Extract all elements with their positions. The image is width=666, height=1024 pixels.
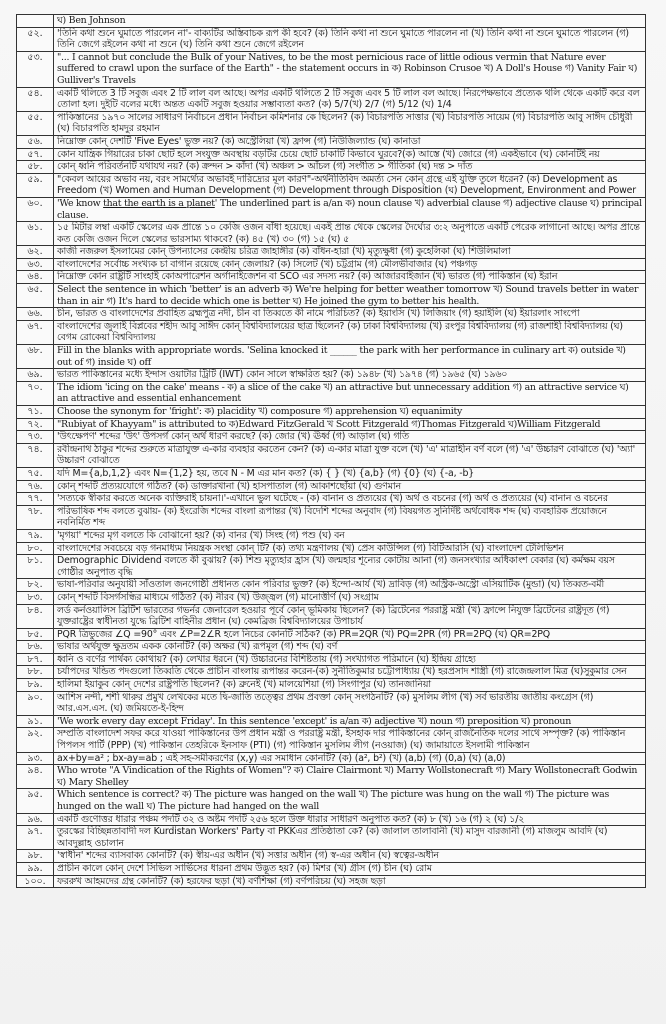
question-row	[17, 197, 646, 221]
question-number: ৮৩.	[17, 591, 54, 604]
question-row	[17, 789, 646, 813]
question-number: ৬৮.	[17, 345, 54, 369]
question-text: 'তিনি কথা শুনে ঘুমাতে পারলেন না'- বাক্যটির অস্তিবাচক রূপ কী হবে? (ক) তিনি কথা না শুনে ঘুমাতে পারলেন না (খ) তিনি কথা না শুনে ঘুমাতে পারলেন (গ) তিনি জেগে রইলেন কথা না শুনে (ঘ) তিনি কথা শুনে জেগে রইলেন	[54, 27, 646, 51]
question-row	[17, 752, 646, 765]
question-number: ৬৪.	[17, 271, 54, 284]
question-number: ৬৬.	[17, 308, 54, 321]
question-number: ৭০.	[17, 381, 54, 405]
question-row	[17, 653, 646, 666]
question-number: ৯৯.	[17, 862, 54, 875]
question-number: ৬৭.	[17, 320, 54, 344]
question-number: ৭৩.	[17, 431, 54, 444]
question-row	[17, 320, 646, 344]
question-row	[17, 148, 646, 161]
question-row	[17, 715, 646, 728]
question-row	[17, 135, 646, 148]
question-row	[17, 161, 646, 174]
question-text: ১৫ মিটার লম্বা একটি স্কেলের এক প্রান্তে ১০ কেজি ওজন বাঁধা হয়েছে। একই প্রান্ত থেকে স্কেলের দৈর্ঘ্যের ৩:২ অনুপাতে একটি পেরেক লাগানো আছে। অপর প্রান্তে কত কেজি ওজন দিলে স্কেলের ভারসাম্য থাকবে? (ক) ৪৫ (খ) ৩০ (গ) ১৫ (ঘ) ৫	[54, 222, 646, 246]
question-row	[17, 641, 646, 654]
question-row	[17, 850, 646, 863]
question-row	[17, 51, 646, 87]
question-number: ৫৬.	[17, 135, 54, 148]
question-row	[17, 284, 646, 308]
question-number: ৫৯.	[17, 173, 54, 197]
question-table	[16, 14, 646, 888]
question-text: চীন, ভারত ও বাংলাদেশের প্রবাহিত ব্রহ্মপুত্র নদী, চীন বা তিব্বতে কী নামে পরিচিত? (ক) ইয়াংসি (খ) লিজিয়াং (গ) হয়াইলি (ঘ) ইয়ারলাং সাংপো	[54, 308, 646, 321]
question-row	[17, 765, 646, 789]
question-number: ৮১.	[17, 555, 54, 579]
question-number: ৭৪.	[17, 443, 54, 467]
question-number: ৮০.	[17, 542, 54, 555]
question-text: 'স্বাধীন' শব্দের ব্যাসবাক্য কোনটি? (ক) স্বীয়-এর অধীন (খ) সত্তার অধীন (গ) স্ব-এর অধীন (ঘ) স্বত্বের-অধীন	[54, 850, 646, 863]
question-number: ৬০.	[17, 197, 54, 221]
question-row	[17, 111, 646, 135]
question-row	[17, 555, 646, 579]
question-number: ৯৬.	[17, 813, 54, 826]
question-number: ৮৮.	[17, 666, 54, 679]
question-row	[17, 258, 646, 271]
question-row	[17, 467, 646, 480]
question-row	[17, 728, 646, 752]
question-number: ৯৭.	[17, 826, 54, 850]
question-number: ৯১.	[17, 715, 54, 728]
question-row	[17, 505, 646, 529]
question-number: ৬৯.	[17, 369, 54, 382]
question-row	[17, 604, 646, 628]
question-number: ৮৫.	[17, 628, 54, 641]
question-number: ৮২.	[17, 579, 54, 592]
question-row	[17, 591, 646, 604]
question-row	[17, 813, 646, 826]
question-row	[17, 493, 646, 506]
question-number: ৭১.	[17, 406, 54, 419]
question-number: ৯৫.	[17, 789, 54, 813]
question-text: একটি থলিতে 3 টি সবুজ এবং 2 টি লাল বল আছে। অপর একটি থলিতে 2 টি সবুজ এবং 5 টি লাল বল আছে। নিরপেক্ষভাবে প্রত্যেক থলি থেকে একটি করে বল তোলা হল। দুইটি বলের মধ্যে অন্তত একটি সবুজ হওয়ার সম্ভাব্যতা কত? (ক) 5/7(খ) 2/7 (গ) 5/12 (ঘ) 1/4	[54, 87, 646, 111]
question-number: ৯৪.	[17, 765, 54, 789]
question-row	[17, 15, 646, 28]
question-text: ভারত পাকিস্তানের মধ্যে ইন্দাস ওয়াটার ট্রিটি (IWT) কোন সালে স্বাক্ষরিত হয়? (ক) ১৯৪৮ (খ) ১৯৭৪ (গ) ১৯৬৫ (ঘ) ১৯৬০	[54, 369, 646, 382]
question-number: ৬৫.	[17, 284, 54, 308]
question-text: 'উৎক্ষেপণ' শব্দের 'উৎ' উপসর্গ কোন্ অর্থ ধারণ করছে? (ক) জোর (খ) ঊর্ধ্ব (গ) আড়াল (ঘ) গতি	[54, 431, 646, 444]
question-number: ৫৪.	[17, 87, 54, 111]
question-text: Select the sentence in which 'better' is an adverb ক) We're helping for better weather tomorrow খ) Sound travels better in water than in air গ) It's hard to decide which one is better ঘ) He joined the gym to better his health.	[54, 284, 646, 308]
question-text: "Rubiyat of Khayyam" is attributed to ক)Edward FitzGerald খ Scott Fitzgerald গ)Thomas Fitzgerald ঘ)William Fitzgerald	[54, 418, 646, 431]
question-text: 'সত্যকে স্বীকার করতে অনেক ব্যক্তিরাই চায়না।'-এখানে ভুল ঘটেছে - (ক) বানান ও প্রত্যয়ের (খ) অর্থ ও বচনের (গ) অর্থ ও প্রত্যয়ের (ঘ) বানান ও বচনের	[54, 493, 646, 506]
question-number: ৬৩.	[17, 258, 54, 271]
question-row	[17, 826, 646, 850]
question-number: ৫২.	[17, 27, 54, 51]
question-text: নিম্নোক্ত কোন্ দেশটি 'Five Eyes' ভুক্ত নয়? (ক) অস্ট্রেলিয়া (খ) ফ্রান্স (গ) নিউজিল্যান্ড (ঘ) কানাডা	[54, 135, 646, 148]
question-text: ঘ) Ben Johnson	[54, 15, 646, 28]
question-text: Who wrote "A Vindication of the Rights of Women"? ক) Claire Clairmont খ) Marry Wollstonecraft গ) Mary Wollstonecraft Godwin ঘ) Mary Shelley	[54, 765, 646, 789]
question-text: ভাষা-পরিবার অনুযায়ী সাঁওতাল জনগোষ্ঠী প্রধানত কোন পরিবার ভুক্ত? (ক) ইন্দো-আর্য (খ) দ্রাবিড় (গ) অস্ট্রিক-অস্ট্রো এসিয়াটিক (মুন্ডা) (ঘ) তিব্বত-বর্মী	[54, 579, 646, 592]
question-number: ৮৬.	[17, 641, 54, 654]
question-row	[17, 345, 646, 369]
question-text: কোন্ শব্দটি প্রত্যয়যোগে গঠিত? (ক) ডাক্তারখানা (খ) হাসপাতাল (গ) আকাশছোঁয়া (ঘ) গুণমান	[54, 480, 646, 493]
question-text	[54, 197, 646, 221]
question-number: ৭৬.	[17, 480, 54, 493]
question-number: ১০০.	[17, 875, 54, 888]
question-number: ৭৫.	[17, 467, 54, 480]
question-row	[17, 628, 646, 641]
question-number: ৭৯.	[17, 529, 54, 542]
question-text: লর্ড কর্নওয়ালিস ব্রিটিশ ভারতের গভর্নর জেনারেল হওয়ার পূর্বে কোন্ ভূমিকায় ছিলেন? (ক) ব্রিটেনের পররাষ্ট্র মন্ত্রী (খ) ফ্রান্সে নিযুক্ত ব্রিটেনের রাষ্ট্রদূত (গ) যুক্তরাষ্ট্রের স্বাধীনতা যুদ্ধে ব্রিটিশ বাহিনীর প্রধান (ঘ) কেমব্রিজ বিশ্ববিদ্যালয়ের উপাচার্য	[54, 604, 646, 628]
question-number: ৫৭.	[17, 148, 54, 161]
question-text: কাজী নজরুল ইসলামের কোন্ উপন্যাসের কেন্দ্রীয় চরিত্র জাহাঙ্গীর (ক) বাঁধন-হারা (খ) মৃত্যুক্ষুধা (গ) কুহেলিকা (ঘ) শিউলিমালা	[54, 246, 646, 259]
question-row	[17, 679, 646, 692]
question-text: Fill in the blanks with appropriate words. 'Selina knocked it ______ the park with her performance in culinary art ক) outside খ) out of গ) inside ঘ) off	[54, 345, 646, 369]
underlined-phrase: that the earth is a planet	[103, 197, 215, 209]
question-number: ৬২.	[17, 246, 54, 259]
question-text: 'We work every day except Friday'. In this sentence 'except' is a/an ক) adjective খ) noun গ) preposition ঘ) pronoun	[54, 715, 646, 728]
question-text: পাকিস্তানের ১৯৭০ সালের সাধারণ নির্বাচনে প্রধান নির্বাচন কমিশনার কে ছিলেন? (ক) বিচারপতি সাত্তার (খ) বিচারপতি সায়েম (গ) বিচারপতি আবু সাঈদ চৌধুরী (ঘ) বিচারপতি হামদুর রহমান	[54, 111, 646, 135]
question-number: ৫৮.	[17, 161, 54, 174]
question-number: ৯৩.	[17, 752, 54, 765]
question-text: ax+by=a² ; bx-ay=ab ; এই সহ-সমীকরণের (x,y) এর সমাধান কোনটি? (ক) (a², b²) (খ) (a,b) (গ) (0,a) (ঘ) (a,0)	[54, 752, 646, 765]
question-text: বাংলাদেশের জুলাই বিপ্লবের শহীদ আবু সাঈদ কোন্ বিশ্ববিদ্যালয়ের ছাত্র ছিলেন? (ক) ঢাকা বিশ্ববিদ্যালয় (খ) রংপুর বিশ্ববিদ্যালয় (গ) রাজশাহী বিশ্ববিদ্যালয় (ঘ) বেগম রোকেয়া বিশ্ববিদ্যালয়	[54, 320, 646, 344]
question-text: Choose the synonym for 'fright': ক) placidity খ) composure গ) apprehension ঘ) equanimity	[54, 406, 646, 419]
question-text: বাংলাদেশের সবচেয়ে বড় গনমাধ্যম নিয়ন্ত্রক সংস্থা কোন্ টি? (ক) তথ্য মন্ত্রণালয় (খ) প্রেস কাউন্সিল (গ) বিটিআরসি (ঘ) বাংলাদেশ টেলিভিশন	[54, 542, 646, 555]
question-text: কোন্ ধ্বনি পরিবর্তনটি যথাযথ নয়? (ক) ক্রন্দন > কাঁদা (খ) অঞ্চল > আঁচল (গ) সংগীত > গীতিকা (ঘ) দন্ত > দাঁত	[54, 161, 646, 174]
question-text: নিম্নোক্ত কোন রাষ্ট্রটি সাংহাই কোঅপারেশন অর্গানাইজেশন বা SCO এর সদস্য নয়? (ক) আজারবাইজান (খ) ভারত (গ) পাকিস্তান (ঘ) ইরান	[54, 271, 646, 284]
question-row	[17, 406, 646, 419]
question-text: ধ্বনি ও বর্ণের পার্থক্য কোথায়? (ক) লেখার ধরনে (খ) উচ্চারনের বিশিষ্টতায় (গ) সংখ্যাগত পরিমানে (ঘ) ইন্দ্রিয় গ্রাহ্যে	[54, 653, 646, 666]
question-number: ৮৭.	[17, 653, 54, 666]
question-text: "... I cannot but conclude the Bulk of your Natives, to be the most pernicious race of little odious vermin that Nature ever suffered to crawl upon the surface of the Earth" - the statement occurs in ক) Robinson Crusoe খ) A Doll's House গ) Vanity Fair ঘ) Gulliver's Travels	[54, 51, 646, 87]
question-number: ৮৯.	[17, 679, 54, 692]
question-text: The idiom 'icing on the cake' means - ক) a slice of the cake খ) an attractive but unnecessary addition গ) an attractive service ঘ) an attractive and essential enhancement	[54, 381, 646, 405]
question-row	[17, 666, 646, 679]
question-text: রবীন্দ্রনাথ ঠাকুর শব্দের শুরুতে মাত্রাযুক্ত এ-কার ব্যবহার করতেন কেন? (ক) এ-কার মাত্রা যুক্ত বলে (খ) 'এ' মাত্রাহীন বর্ণ বলে (গ) 'এ' উচ্চারণ বোঝাতে (ঘ) 'অ্যা' উচ্চারণ বোঝাতে	[54, 443, 646, 467]
question-row	[17, 222, 646, 246]
question-text: হালিমা ইয়াকুব কোন্ দেশের রাষ্ট্রপতি ছিলেন? (ক) ব্রুনেই (খ) মালয়েশিয়া (গ) সিংগাপুর (ঘ) তানজানিয়া	[54, 679, 646, 692]
question-row	[17, 173, 646, 197]
question-row	[17, 431, 646, 444]
question-number: ৯০.	[17, 691, 54, 715]
question-text: কোন্ শব্দটি বিসর্গসন্ধির মাধ্যমে গঠিত? (ক) নীরব (খ) উজ্জ্বল (গ) মানোত্তীর্ণ (ঘ) সংগ্রাম	[54, 591, 646, 604]
question-text: Demographic Dividend বলতে কী বুঝায়? (ক) শিশু মৃত্যুহার হ্রাস (খ) জন্মহার শূন্যের কোটায় আনা (গ) জনসংখ্যার অধিকাংশ বেকার (ঘ) কর্মক্ষম বয়স গোষ্ঠীর অনুপাত বৃদ্ধি	[54, 555, 646, 579]
question-text: বাংলাদেশের সর্বোচ্চ সংখ্যক চা বাগান রয়েছে কোন্ জেলায়? (ক) সিলেট (খ) চট্টগ্রাম (গ) মৌলভীবাজার (ঘ) পঞ্চগড়	[54, 258, 646, 271]
question-row	[17, 542, 646, 555]
question-text: ফররুখ আহমদের গ্রন্থ কোনটি? (ক) হরফের ছড়া (খ) বর্ণশিক্ষা (গ) বর্ণপরিচয় (ঘ) সহজ ছড়া	[54, 875, 646, 888]
question-text-part: 'We know	[57, 197, 104, 209]
question-row	[17, 529, 646, 542]
question-row	[17, 271, 646, 284]
question-row	[17, 369, 646, 382]
question-row	[17, 579, 646, 592]
question-text: প্রাচীন কালে কোন্ দেশে সিভিল সার্ভিসের ধারনা প্রথম উদ্ভূত হয়? (ক) মিশর (খ) গ্রীস (গ) চীন (ঘ) রোম	[54, 862, 646, 875]
question-text-part: ' The underlined part is a/an ক) noun clause খ) adverbial clause গ) adjective clause ঘ) principal clause.	[57, 197, 642, 221]
question-row	[17, 381, 646, 405]
question-text: পরিভাষিক শব্দ বলতে বুঝায়- (ক) ইংরেজি শব্দের বাংলা রূপান্তর (খ) বিদেশি শব্দের অনুবাদ (গ) বিষয়গত সুনির্দিষ্ট অর্থবোধক শব্দ (ঘ) ব্যবহারিক প্রয়োজনে নবনির্মিত শব্দ	[54, 505, 646, 529]
question-row	[17, 443, 646, 467]
question-row	[17, 87, 646, 111]
question-text: একটি গুণোত্তর ধারার পঞ্চম পদটি ৩২ ও অষ্টম পদটি ২৫৬ হলে উক্ত ধারার সাধারণ অনুপাত কত? (ক) ৮ (খ) ১৬ (গ) ২ (ঘ) ১/২	[54, 813, 646, 826]
question-row	[17, 27, 646, 51]
question-row	[17, 480, 646, 493]
question-text: ভাষার অর্থযুক্ত ক্ষুদ্রতম একক কোনটি? (ক) অক্ষর (খ) রূপমূল (গ) শব্দ (ঘ) বর্ণ	[54, 641, 646, 654]
question-text: 'মৃগয়া' শব্দের মৃগ বলতে কি বোঝানো হয়? (ক) বানর (খ) সিংহ (গ) পশু (ঘ) বন	[54, 529, 646, 542]
question-row	[17, 246, 646, 259]
question-row	[17, 875, 646, 888]
question-number: ৭৭.	[17, 493, 54, 506]
question-number: ৯৮.	[17, 850, 54, 863]
question-text: কোন যান্ত্রিক গিয়ারের চাকা ছোট হলে সংযুক্ত অবস্থায় বড়টির চেয়ে ছোট চাকাটি কিভাবে ঘুরবে?(ক) আস্তে (খ) জোরে (গ) একইভাবে (ঘ) কোনটিই নয়	[54, 148, 646, 161]
question-text: তুরস্কের বিচ্ছিন্নতাবাদী দল Kurdistan Workers' Party বা PKKএর প্রতিষ্ঠাতা কে? (ক) জালাল তালাবানী (খ) মাসুদ বারজানী (গ) মাজলুম আবদি (ঘ) আবদুল্লাহ ওচালান	[54, 826, 646, 850]
question-number: ৮৪.	[17, 604, 54, 628]
question-number: ৭২.	[17, 418, 54, 431]
question-row	[17, 308, 646, 321]
question-text: PQR ত্রিভুজের ∠Q =90° এবং ∠P=2∠R হলে নিচের কোনটি সঠিক? (ক) PR=2QR (খ) PQ=2PR (গ) PR=2PQ (ঘ) QR=2PQ	[54, 628, 646, 641]
question-row	[17, 862, 646, 875]
question-text: Which sentence is correct? ক) The picture was hanged on the wall খ) The picture was hung on the wall গ) The picture was hunged on the wall ঘ) The picture had hanged on the wall	[54, 789, 646, 813]
question-list	[17, 15, 646, 888]
question-text: চর্যাপদের খন্ডিত পদগুলো তিব্বতি থেকে প্রাচীন বাংলায় রূপান্তর করেন-(ক) সুনীতিকুমার চট্টোপাধ্যায় (খ) হরপ্রসাদ শাস্ত্রী (গ) রাজেন্দ্রলাল মিত্র (ঘ)সুকুমার সেন	[54, 666, 646, 679]
question-row	[17, 418, 646, 431]
question-text: যদি M={a,b,1,2} এবং N={1,2} হয়, তবে N - M এর মান কত? (ক) { } (খ) {a,b} (গ) {0} (ঘ) {-a, -b}	[54, 467, 646, 480]
question-row	[17, 691, 646, 715]
question-number	[17, 15, 54, 28]
question-number: ৯২.	[17, 728, 54, 752]
question-text: আশিস নন্দী, শশী থারুর প্রমুখ লেখকের মতে দ্বি-জাতি তত্ত্বের প্রথম প্রবক্তা কোন্ সংগঠনটি? (ক) মুসলিম লীগ (খ) সর্ব ভারতীয় জাতীয় কংগ্রেস (গ) আর.এস.এস. (ঘ) জমিয়তে-ই-হিন্দ	[54, 691, 646, 715]
question-number: ৬১.	[17, 222, 54, 246]
question-number: ৫৫.	[17, 111, 54, 135]
question-number: ৭৮.	[17, 505, 54, 529]
question-number: ৫৩.	[17, 51, 54, 87]
question-text: "কেবল আয়ের অভাব নয়, বরং সামর্থ্যের অভাবই দারিদ্র্যের মূল কারণ"-অর্থনীতিবিদ অমর্ত্য সেন কোন্ গ্রন্থে এই যুক্তি তুলে ধরেন? (ক) Development as Freedom (খ) Women and Human Development (গ) Development through Disposition (ঘ) Development, Environment and Power	[54, 173, 646, 197]
question-text: সম্প্রতি বাংলাদেশ সফর করে যাওয়া পাকিস্তানের উপ প্রধান মন্ত্রী ও পররাষ্ট্র মন্ত্রী, ইসহাক দার পাকিস্তানের কোন্ রাজনৈতিক দলের সাথে সম্পৃক্ত? (ক) পাকিস্তান পিপলস পার্টি (PPP) (খ) পাকিস্তান তেহরিকে ইনসাফ (PTI) (গ) পাকিস্তান মুসলিম লীগ (নওয়াজ) (ঘ) জামায়াতে ইসলামী পাকিস্তান	[54, 728, 646, 752]
